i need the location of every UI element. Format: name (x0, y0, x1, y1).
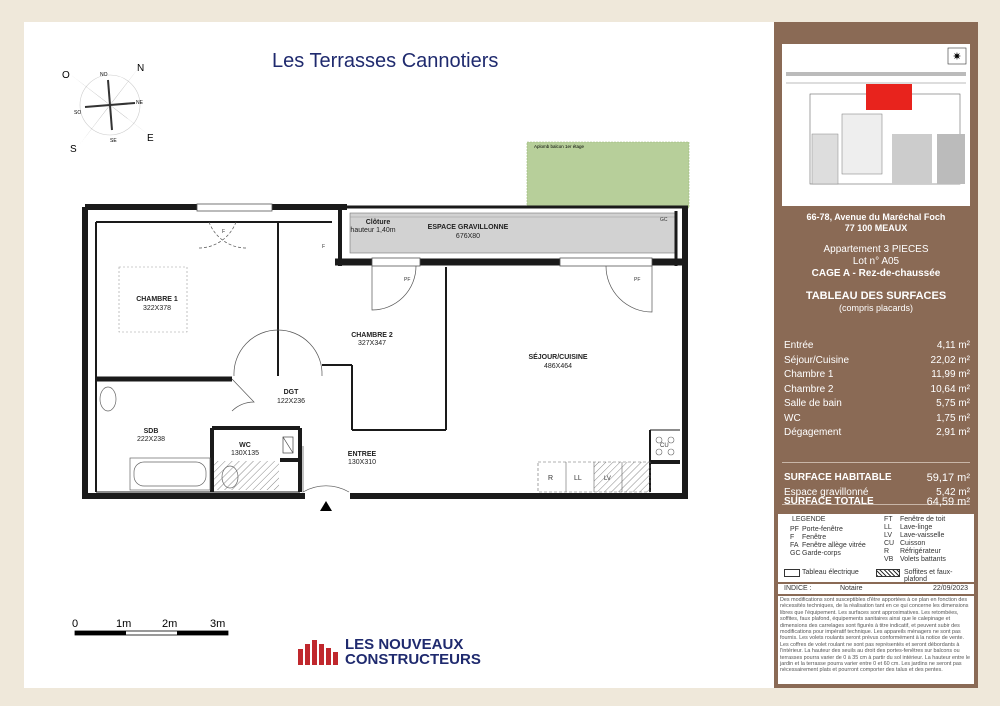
room-dim-chambre2: 327X347 (357, 340, 387, 347)
surface-row (784, 413, 970, 424)
sink-icon (100, 387, 116, 411)
scale-3m: 3m (210, 618, 226, 630)
balcony-overhang (527, 142, 689, 208)
legend-cu: CU (884, 540, 895, 547)
surface-label: Chambre 2 (784, 383, 834, 395)
brand-line1: LES NOUVEAUX (345, 636, 464, 653)
scale-2m: 2m (162, 618, 178, 630)
gravel-area (350, 213, 675, 253)
brand-line2: CONSTRUCTEURS (345, 651, 481, 668)
disclaimer-text: Des modifications sont susceptibles d'être apportées à ce plan en fonction des nécessités techniques, de la réalisation tant en ce qui concerne les dimensions libres que l'équipement. Les surfaces sont approximatives. Les retombées, soffites, faux plafond, équipements sanitaires ainsi que le calepinage et dimensions des carrelages sont figurés à titre indicatif, et peuvent subir des modifications pour impératif technique. Les appareils ménagers ne sont pas fournis. Les volets roulants seront prévus conformément à la notice de vente. Les coffres de volet roulant ne sont pas représentés et seront débordants à l'intérieur. La hauteur des seuils au droit des portes-fenêtres sur balcons ou terrasses pourra varier de 0 à 35 cm à partir du sol intérieur. La hauteur entre le jardin et la terrasse pourra varier entre 0 et 60 cm. Les jardins ne seront pas nécessairement plats et pourront comporter des talus et des pentes. (778, 596, 974, 684)
room-dim-entree: 130X310 (347, 459, 377, 466)
surface-label: WC (784, 412, 801, 424)
aplomb-label: Aplomb balcon 1er étage (534, 144, 585, 149)
compass-se: SE (110, 138, 117, 144)
lv-label: LV (604, 476, 611, 482)
legend-ft-text: Fenêtre de toit (900, 516, 946, 523)
address-line2: 77 100 MEAUX (844, 223, 908, 233)
legend-gc-text: Garde-corps (802, 550, 841, 557)
legend-vb: VB (884, 556, 894, 563)
legend-lv: LV (884, 532, 893, 539)
room-dim-chambre1: 322X378 (142, 305, 172, 312)
legend-title: LEGENDE (792, 516, 826, 523)
room-name-chambre1: CHAMBRE 1 (136, 296, 178, 303)
cloture-label: Clôture (365, 219, 391, 226)
soffite-legend-icon (876, 569, 900, 577)
room-dim-wc: 130X135 (230, 450, 260, 457)
room-name-entree: ENTREE (347, 451, 377, 458)
index-notaire: Notaire (840, 585, 863, 592)
legend-pf: PF (790, 526, 799, 533)
legend-r-text: Réfrigérateur (900, 548, 941, 555)
total-row (784, 496, 970, 507)
room-dim-espace: 676X80 (455, 233, 481, 240)
legend-fa: FA (790, 542, 799, 549)
legend-ll: LL (884, 524, 892, 531)
compass-e: E (147, 133, 154, 144)
compass-s: S (70, 144, 77, 155)
legend-pf-text: Porte-fenêtre (802, 526, 843, 533)
cage-level: CAGE A - Rez-de-chaussée (811, 268, 941, 279)
hab-value: 59,17 m² (926, 472, 970, 484)
compass-n: N (137, 63, 145, 74)
room-dim-dgt: 122X236 (276, 398, 306, 405)
legend-f: F (790, 534, 795, 541)
grav-label: Espace gravillonné (784, 487, 869, 498)
legend-vb-text: Volets battants (900, 556, 946, 563)
surface-value: 11,99 m² (931, 369, 970, 380)
lot-number: Lot n° A05 (852, 256, 900, 267)
surface-label: Salle de bain (784, 398, 842, 409)
site-plan-thumbnail (782, 44, 970, 206)
index-date: 22/09/2023 (932, 585, 968, 592)
entrance-marker-icon (320, 501, 332, 511)
surface-label: Séjour/Cuisine (784, 354, 850, 366)
surface-row (784, 398, 970, 409)
compass-so: SO (74, 110, 82, 116)
compass-ne: NE (136, 100, 143, 106)
cu-label: CU (660, 443, 669, 449)
legend-ft: FT (884, 516, 893, 523)
surface-row (784, 355, 970, 366)
surface-value: 22,02 m² (930, 354, 970, 366)
surface-value: 2,91 m² (936, 427, 970, 438)
kitchen (538, 437, 674, 492)
room-name-sdb: SDB (143, 428, 159, 435)
surface-row (784, 369, 970, 380)
legend-box (778, 514, 974, 582)
apt-type: Appartement 3 PIECES (823, 244, 929, 255)
table-title: TABLEAU DES SURFACES (805, 290, 947, 302)
compass-no: NO (100, 72, 108, 78)
legend-lv-text: Lave-vaisselle (900, 532, 945, 539)
total-label: SURFACE TOTALE (784, 496, 874, 507)
compass-o: O (62, 70, 70, 81)
svg-text:✷: ✷ (952, 51, 962, 63)
bathtub (130, 458, 210, 490)
ll-label: LL (574, 475, 582, 482)
surface-row (784, 384, 970, 395)
page-title: Les Terrasses Cannotiers (272, 50, 499, 72)
surface-value: 5,75 m² (936, 398, 970, 409)
room-name-dgt: DGT (283, 389, 299, 396)
electric-panel-legend-icon (784, 569, 800, 577)
room-name-wc: WC (239, 442, 251, 449)
legend-r: R (884, 548, 890, 555)
legend-ll-text: Lave-linge (900, 524, 933, 531)
hab-row (784, 472, 970, 483)
legend-elec: Tableau électrique (802, 569, 859, 576)
surface-label: Dégagement (784, 427, 842, 438)
legend-fa-text: Fenêtre allège vitrée (802, 542, 866, 549)
window-pf-sejour: PF (634, 277, 641, 283)
legend-f-text: Fenêtre (802, 534, 827, 541)
window-pf-ch2: PF (404, 277, 411, 283)
room-name-sejour: SÉJOUR/CUISINE (528, 354, 588, 361)
address-line1: 66-78, Avenue du Maréchal Foch (806, 212, 946, 222)
legend-soffite: Soffites et faux-plafond (904, 569, 953, 583)
index-label: INDICE : (784, 585, 812, 592)
index-row (778, 584, 974, 594)
surface-row (784, 340, 970, 351)
gc-label: GC (660, 217, 668, 223)
scale-bar (75, 631, 228, 635)
table-subtitle: (compris placards) (838, 303, 914, 313)
hab-label: SURFACE HABITABLE (784, 472, 892, 483)
info-panel (774, 22, 978, 688)
room-name-chambre2: CHAMBRE 2 (351, 332, 393, 339)
surface-label: Entrée (784, 340, 814, 351)
surface-label: Chambre 1 (784, 369, 834, 380)
room-dim-sdb: 222X238 (136, 436, 166, 443)
window-f-ch2: F (322, 244, 326, 250)
window-f-ch1: F (222, 229, 226, 235)
room-dim-sejour: 486X464 (543, 363, 573, 370)
scale-0: 0 (72, 618, 79, 630)
surface-row (784, 427, 970, 438)
room-name-espace: ESPACE GRAVILLONNE (427, 224, 509, 231)
surface-value: 1,75 m² (936, 412, 970, 424)
cloture-height: hauteur 1,40m (350, 227, 396, 234)
soffite-hatch (214, 461, 279, 490)
legend-cu-text: Cuisson (900, 540, 926, 547)
r-label: R (548, 475, 554, 482)
brand-name (345, 637, 481, 667)
legend-gc: GC (790, 550, 801, 557)
surface-value: 10,64 m² (930, 383, 970, 395)
brand-logo-icon (298, 640, 338, 665)
surface-value: 4,11 m² (936, 340, 970, 351)
grav-value: 5,42 m² (936, 487, 970, 498)
total-value: 64,59 m² (926, 496, 970, 508)
scale-1m: 1m (116, 618, 132, 630)
